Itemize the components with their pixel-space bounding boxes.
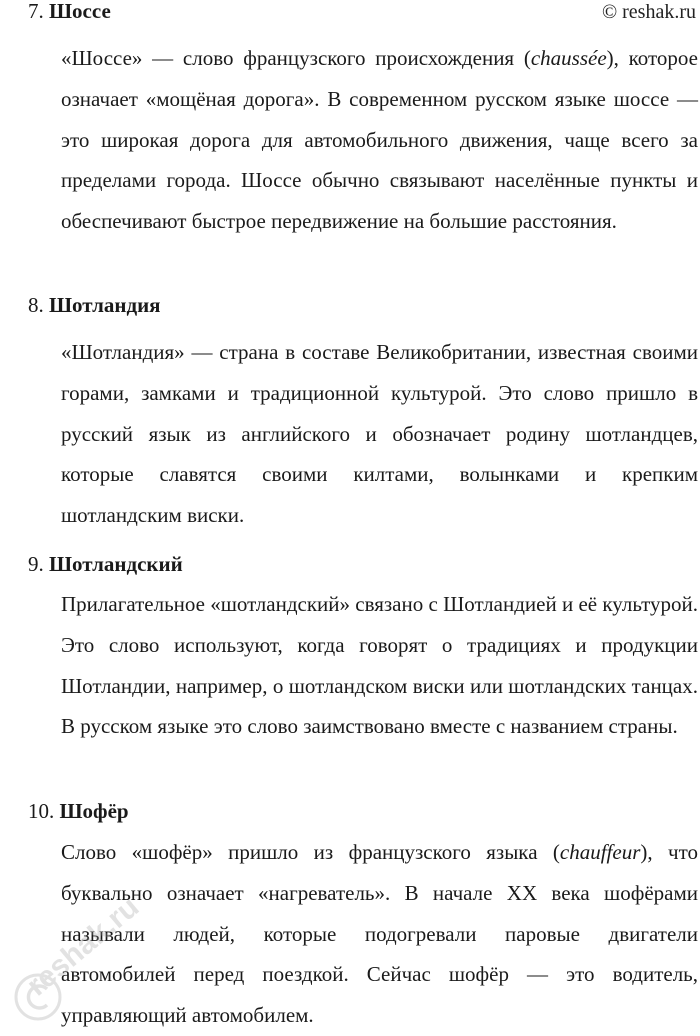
entry-text-7: «Шоссе» — слово французского происхождения (chaussée), которое означает «мощёная дорога». В современном русском языке шоссе — это широкая дорога для автомобильного движения, чаще всего за пределами города. Шоссе обычно связывают населённые пункты и обеспечивают быстрое передвижение на большие расстояния. [61,46,698,234]
foreign-word: chauffeur [559,840,641,864]
entry-number: 9. [28,552,44,576]
copyright-label: © reshak.ru [601,1,696,23]
entry-heading-9 [28,551,183,577]
entry-number: 7. [28,0,44,23]
entry-term: Шофёр [59,799,129,823]
entry-text-8: «Шотландия» — страна в составе Великобритании, известная своими горами, замками и традиционной культурой. Это слово пришло в русский язык из английского и обозначает родину шотландцев, которые славятся своими килтами, волынками и крепким шотландским виски. [61,340,698,528]
entry-term: Шотландский [49,552,183,576]
entry-term: Шотландия [49,293,161,317]
copyright-circle-icon [16,975,60,1019]
entry-heading-7 [28,0,111,24]
copyright-c-icon [28,986,47,1008]
entry-number: 10. [28,799,55,823]
foreign-word: chaussée [530,46,607,70]
entry-text-9: Прилагательное «шотландский» связано с Шотландией и её культурой. Это слово используют, когда говорят о традициях и продукции Шотландии, например, о шотландском виски или шотландских танцах. В русском языке это слово заимствовано вместе с названием страны. [61,592,698,739]
entry-text-10: Слово «шофёр» пришло из французского языка (chauffeur), что буквально означает «нагреватель». В начале XX века шофёрами называли людей, которые подогревали паровые двигатели автомобилей перед поездкой. Сейчас шофёр — это водитель, управляющий автомобилем. [61,840,698,1028]
entry-number: 8. [28,293,44,317]
entry-heading-8 [28,292,161,318]
watermark-text: reshak.ru [20,890,146,1003]
entry-heading-10 [28,798,129,824]
entry-term: Шоссе [49,0,111,23]
